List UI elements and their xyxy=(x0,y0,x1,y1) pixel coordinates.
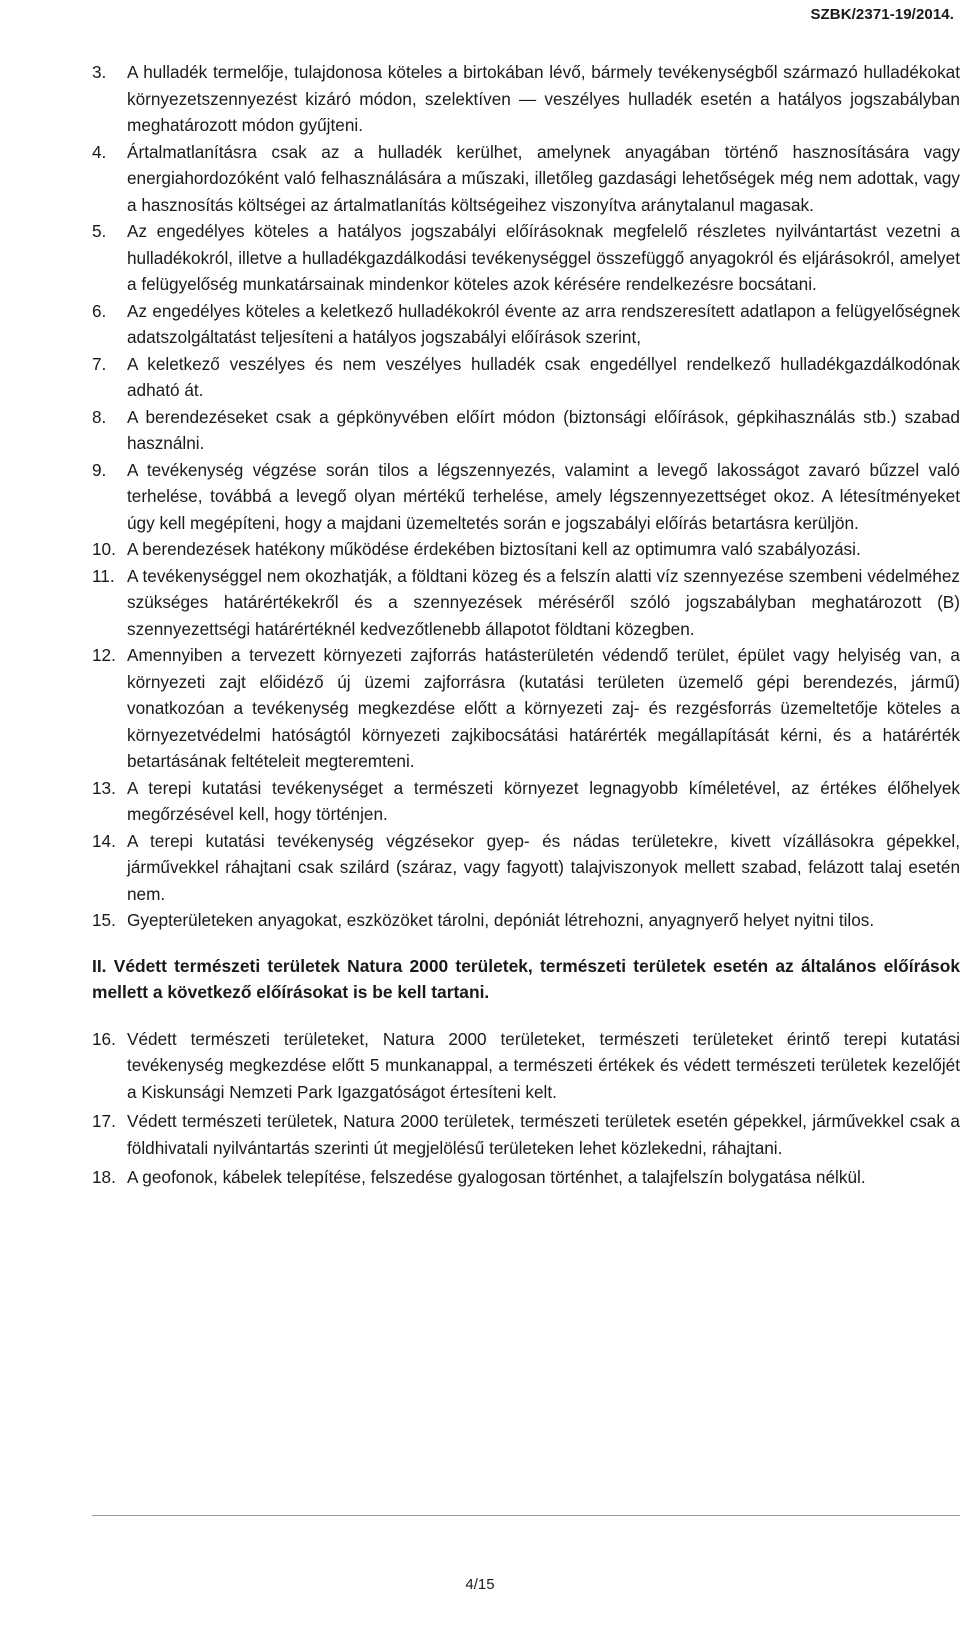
list-item xyxy=(92,139,960,219)
list-item xyxy=(92,642,960,775)
list-item xyxy=(92,404,960,457)
list-item xyxy=(92,351,960,404)
footer-divider xyxy=(92,1515,960,1516)
list-item xyxy=(92,218,960,298)
item-number: 5. xyxy=(92,221,107,241)
item-number: 15. xyxy=(92,910,116,930)
item-text: Az engedélyes köteles a keletkező hulladékokról évente az arra rendszeresített adatlapon a felügyelőségnek adatszolgáltatást teljesíteni a hatályos jogszabályi előírások szerint, xyxy=(127,300,960,347)
protected-area-requirements-list xyxy=(92,1026,960,1191)
item-text: A terepi kutatási tevékenységet a természeti környezet legnagyobb kíméletével, az értékes élőhelyek megőrzésével kell, hogy történjen. xyxy=(127,777,960,824)
section-heading: II. Védett természeti területek Natura 2000 területek, természeti területek esetén az általános előírások mellett a következő előírásokat is be kell tartani. xyxy=(92,955,960,1002)
item-number: 18. xyxy=(92,1167,116,1187)
list-item xyxy=(92,1026,960,1106)
list-item xyxy=(92,536,960,563)
general-requirements-list xyxy=(92,59,960,934)
item-number: 10. xyxy=(92,539,116,559)
item-number: 3. xyxy=(92,62,107,82)
item-text: A geofonok, kábelek telepítése, felszedése gyalogosan történhet, a talajfelszín bolygatása nélkül. xyxy=(127,1167,866,1187)
item-number: 7. xyxy=(92,353,107,374)
item-text: A keletkező veszélyes és nem veszélyes hulladék csak engedéllyel rendelkező hulladékgazdálkodónak adható át. xyxy=(127,353,960,400)
list-item xyxy=(92,298,960,351)
item-text: A terepi kutatási tevékenység végzésekor gyep- és nádas területekre, kivett vízállásokra gépekkel, járművekkel ráhajtani csak szilárd (száraz, vagy fagyott) talajviszonyok mellett szabad, felázott talaj esetén nem. xyxy=(127,830,960,904)
item-text: A tevékenység végzése során tilos a légszennyezés, valamint a levegő lakosságot zavaró bűzzel való terhelése, továbbá a levegő olyan mértékű terhelése, amely légszennyezettséget okoz. A létesítményeket úgy kell megépíteni, hogy a majdani üzemeltetés során e jogszabályi előírás betartásra kerüljön. xyxy=(127,459,960,533)
item-text: A hulladék termelője, tulajdonosa köteles a birtokában lévő, bármely tevékenységből származó hulladékokat környezetszennyezést kizáró módon, szelektíven — veszélyes hulladék esetén a hatályos jogszabályban meghatározott módon gyűjteni. xyxy=(127,62,960,135)
item-number: 13. xyxy=(92,777,116,798)
list-item xyxy=(92,563,960,643)
item-text: Gyepterületeken anyagokat, eszközöket tárolni, depóniát létrehozni, anyagnyerő helyet nyitni tilos. xyxy=(127,910,875,930)
item-text: Ártalmatlanításra csak az a hulladék kerülhet, amelynek anyagában történő hasznosítására vagy energiahordozóként való felhasználására a műszaki, illetőleg gazdasági lehetőségek még nem adottak, vagy a hasznosítás költségei az ártalmatlanítás költségeihez viszonyítva aránytalanul magasak. xyxy=(127,141,960,215)
item-number: 11. xyxy=(92,565,115,586)
item-number: 8. xyxy=(92,406,107,427)
page-number: 4/15 xyxy=(465,1576,495,1593)
list-item xyxy=(92,59,960,139)
item-number: 9. xyxy=(92,459,107,480)
item-number: 17. xyxy=(92,1111,116,1131)
list-item xyxy=(92,828,960,908)
item-text: A berendezéseket csak a gépkönyvében előírt módon (biztonsági előírások, gépkihasználás stb.) szabad használni. xyxy=(127,406,960,453)
item-text: Védett természeti területeket, Natura 2000 területeket, természeti területeket érintő terepi kutatási tevékenység megkezdése előtt 5 munkanappal, a természeti értékek és védett természeti területek kezelőjét a Kiskunsági Nemzeti Park Igazgatóságot értesíteni kelt. xyxy=(127,1028,960,1102)
document-body xyxy=(92,59,960,1191)
item-text: Az engedélyes köteles a hatályos jogszabályi előírásoknak megfelelő részletes nyilvántartást vezetni a hulladékokról, illetve a hulladékgazdálkodási tevékenységgel összefüggő anyagokról és eljárásokról, amelyet a felügyelőség munkatársainak mindenkor köteles azok kérésére rendelkezésre bocsátani. xyxy=(127,221,960,294)
item-text: Amennyiben a tervezett környezeti zajforrás hatásterületén védendő terület, épület vagy helyiség van, a környezeti zajt előidéző új üzemi zajforrásra (kutatási területen üzemelő gépi berendezés, jármű) vonatkozóan a tevékenység megkezdése előtt a környezeti zaj- és rezgésforrás üzemeltetője köteles a környezetvédelmi hatóságtól környezeti zajkibocsátási határérték megállapítását kérni, és a határérték betartásának feltételeit megteremteni. xyxy=(127,645,960,771)
list-item xyxy=(92,907,960,934)
item-text: Védett természeti területek, Natura 2000 területek, természeti területek esetén gépekkel, járművekkel csak a földhivatali nyilvántartás szerinti út megjelölésű területeken lehet közlekedni, ráhajtani. xyxy=(127,1111,960,1158)
list-item xyxy=(92,457,960,537)
item-text: A berendezések hatékony működése érdekében biztosítani kell az optimumra való szabályozási. xyxy=(127,539,861,559)
list-item xyxy=(92,1164,960,1191)
item-number: 6. xyxy=(92,300,107,321)
item-text: A tevékenységgel nem okozhatják, a földtani közeg és a felszín alatti víz szennyezése szembeni védelméhez szükséges határértékekről és a szennyezések méréséről szóló jogszabályban meghatározott (B) szennyezettségi határértéknél kedvezőtlenebb állapotot földtani közegben. xyxy=(127,565,960,639)
list-item xyxy=(92,775,960,828)
item-number: 4. xyxy=(92,141,107,162)
item-number: 14. xyxy=(92,830,116,851)
list-item xyxy=(92,1108,960,1161)
document-id: SZBK/2371-19/2014. xyxy=(810,6,954,23)
item-number: 16. xyxy=(92,1028,116,1049)
item-number: 12. xyxy=(92,645,116,665)
